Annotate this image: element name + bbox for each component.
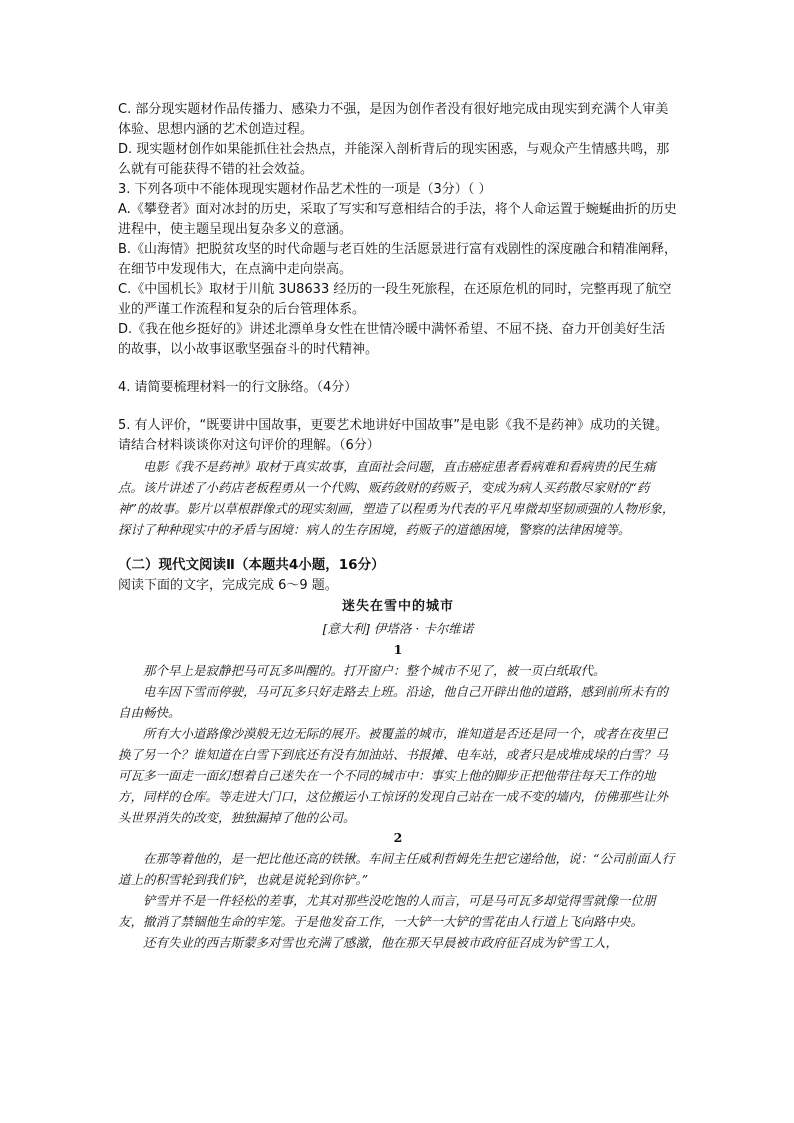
q3-option-d: D.《我在他乡挺好的》讲述北漂单身女性在世情冷暖中满怀希望、不屈不挠、奋力开创美好生活的故事，以小故事讴歌坚强奋斗的时代精神。 xyxy=(118,322,666,357)
part-number-1: 1 xyxy=(393,642,403,657)
q3-option-a: A.《攀登者》面对冰封的历史，采取了写实和写意相结合的手法，将个人命运置于蜿蜒曲折的历史进程中，使主题呈现出复杂多义的意涵。 xyxy=(118,202,677,237)
passage-paragraph: 所有大小道路像沙漠般无边无际的展开。被覆盖的城市，谁知道是否还是同一个，或者在夜里已换了另一个？谁知道在白雪下到底还有没有加油站、书报摊、电车站，或者只是成堆成垛的白雪？马可瓦多一面走一面幻想着自己迷失在一个不同的城市中：事实上他的脚步正把他带往每天工作的地方，同样的仓库。等走进大门口，这位搬运小工惊讶的发现自己站在一成不变的墙内，仿佛那些让外头世界消失的改变，独独漏掉了他的公司。 xyxy=(118,726,669,825)
passage-paragraph: 在那等着他的，是一把比他还高的铁锹。车间主任威利哲姆先生把它递给他，说：“公司前面人行道上的积雪轮到我们铲，也就是说轮到你铲。” xyxy=(118,851,675,887)
part-number-2: 2 xyxy=(393,830,403,845)
section-instruction: 阅读下面的文字，完成完成 6～9 题。 xyxy=(118,578,338,593)
passage-paragraph: 还有失业的西吉斯蒙多对雪也充满了感激，他在那天早晨被市政府征召成为铲雪工人， xyxy=(143,935,619,950)
spacer xyxy=(118,360,678,378)
spacer xyxy=(118,540,678,554)
q3-stem: 3. 下列各项中不能体现现实题材作品艺术性的一项是（3分）（ ） xyxy=(118,182,492,197)
passage-paragraph: 铲雪并不是一件轻松的差事，尤其对那些没吃饱的人而言，可是马可瓦多却觉得雪就像一位朋友，撤消了禁锢他生命的牢笼。于是他发奋工作，一大铲一大铲的雪花由人行道上飞向路中央。 xyxy=(118,893,656,929)
q2-option-c: C. 部分现实题材作品传播力、感染力不强，是因为创作者没有很好地完成由现实到充满个人审美体验、思想内涵的艺术创造过程。 xyxy=(118,102,669,137)
q5-handwritten-answer: 电影《我不是药神》取材于真实故事，直面社会问题，直击癌症患者看病难和看病贵的民生痛点。该片讲述了小药店老板程勇从一个代购、贩药敛财的药贩子，变成为病人买药散尽家财的“药神”的故事。影片以草根群像式的现实刻画，塑造了以程勇为代表的平凡卑微却坚韧顽强的人物形象，探讨了种种现实中的矛盾与困境：病人的生存困境，药贩子的道德困境，警察的法律困境等。 xyxy=(118,459,675,537)
q4-stem: 4. 请简要梳理材料一的行文脉络。（4分） xyxy=(118,380,358,395)
section-heading: （二）现代文阅读Ⅱ（本题共4小题，16分） xyxy=(118,557,385,573)
passage-paragraph: 电车因下雪而停驶，马可瓦多只好走路去上班。沿途，他自己开辟出他的道路，感到前所未有的自由畅快。 xyxy=(118,684,669,720)
q2-option-d: D. 现实题材创作如果能抓住社会热点，并能深入剖析背后的现实困惑，与观众产生情感共鸣，那么就有可能获得不错的社会效益。 xyxy=(118,142,670,177)
spacer xyxy=(118,398,678,416)
passage-author: [意大利] 伊塔洛 · 卡尔维诺 xyxy=(322,621,474,636)
q3-option-c: C.《中国机长》取材于川航 3U8633 经历的一段生死旅程，在还原危机的同时，完整再现了航空业的严谨工作流程和复杂的后台管理体系。 xyxy=(118,282,672,317)
passage-title: 迷失在雪中的城市 xyxy=(341,599,454,614)
q3-option-b: B.《山海情》把脱贫攻坚的时代命题与老百姓的生活愿景进行富有戏剧性的深度融合和精准阐释，在细节中发现伟大，在点滴中走向崇高。 xyxy=(118,242,678,277)
q5-stem: 5. 有人评价，“既要讲中国故事，更要艺术地讲好中国故事”是电影《我不是药神》成功的关键。请结合材料谈谈你对这句评价的理解。（6分） xyxy=(118,418,669,453)
passage-paragraph: 那个早上是寂静把马可瓦多叫醒的。打开窗户：整个城市不见了，被一页白纸取代。 xyxy=(143,663,606,678)
document-page xyxy=(118,100,678,953)
